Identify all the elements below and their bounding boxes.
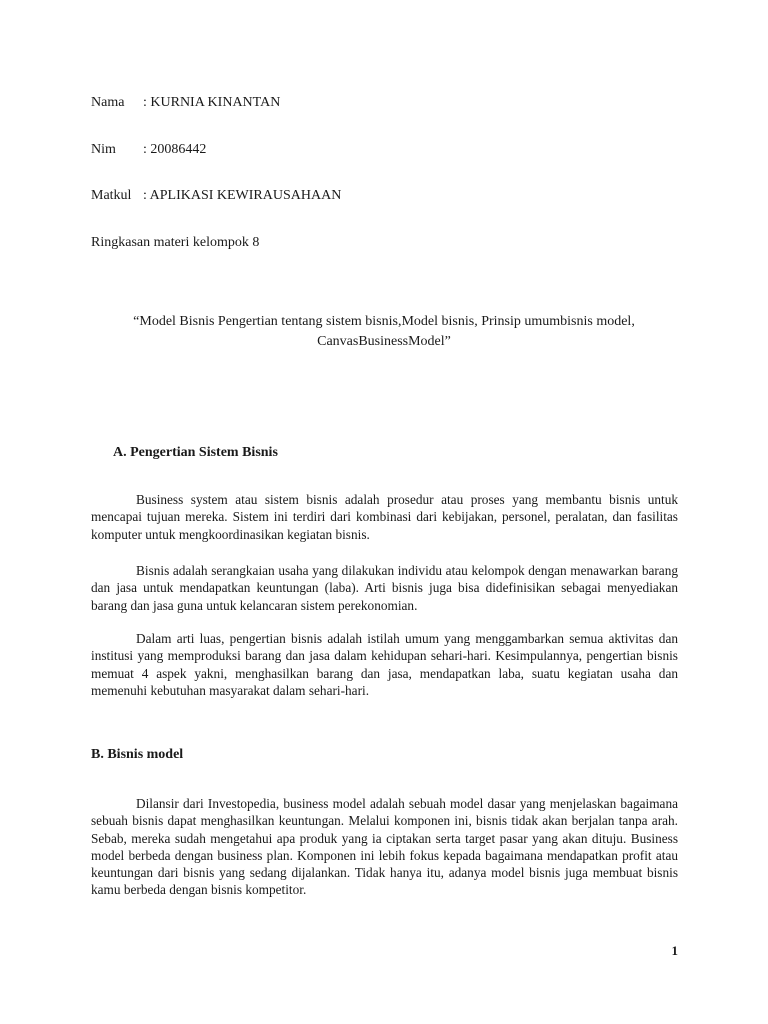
section-a-paragraph-2: Bisnis adalah serangkaian usaha yang dilakukan individu atau kelompok dengan menawarkan barang dan jasa untuk mendapatkan keuntungan (laba). Arti bisnis juga bisa didefinisikan sebagai menyediakan barang dan jasa guna untuk kelancaran sistem perekonomian. [91,563,678,613]
info-nim [91,141,206,159]
section-b-heading: B. Bisnis model [91,747,184,762]
nim-value: : 20086442 [143,142,207,157]
title-line-2: CanvasBusinessModel” [317,334,451,349]
section-a-paragraph-3: Dalam arti luas, pengertian bisnis adalah istilah umum yang menggambarkan semua aktivitas dan institusi yang memproduksi barang dan jasa dalam kehidupan sehari-hari. Kesimpulannya, pengertian bisnis memuat 4 aspek yakni, menghasilkan barang dan jasa, mendapatkan laba, suatu kegiatan usaha dan memenuhi kebutuhan masyarakat dalam sehari-hari. [91,631,678,698]
nim-label: Nim [91,142,116,157]
nama-value: : KURNIA KINANTAN [143,95,281,110]
info-nama [91,94,280,112]
section-a-paragraph-1: Business system atau sistem bisnis adalah prosedur atau proses yang membantu bisnis untuk mencapai tujuan mereka. Sistem ini terdiri dari kombinasi dari kebijakan, personel, peralatan, dan fasilitas komputer untuk mengkoordinasikan kegiatan bisnis. [91,492,678,542]
matkul-value: : APLIKASI KEWIRAUSAHAAN [143,188,342,203]
section-b-paragraph-1: Dilansir dari Investopedia, business model adalah sebuah model dasar yang menjelaskan bagaimana sebuah bisnis dapat menghasilkan keuntungan. Melalui komponen ini, bisnis tidak akan berjalan tanpa arah. Sebab, mereka sudah mengetahui apa produk yang ia ciptakan serta target pasar yang akan dituju. Business model berbeda dengan business plan. Komponen ini lebih fokus kepada bagaimana mendapatkan profit atau keuntungan dari bisnis yang sedang dijalankan. Tidak hanya itu, adanya model bisnis juga membuat bisnis kamu berbeda dengan bisnis kompetitor. [91,796,678,898]
ringkasan-text: Ringkasan materi kelompok 8 [91,235,260,250]
info-matkul [91,187,341,205]
section-a-heading: A. Pengertian Sistem Bisnis [113,445,278,460]
title-line-1: “Model Bisnis Pengertian tentang sistem bisnis,Model bisnis, Prinsip umumbisnis model, [133,314,635,329]
nama-label: Nama [91,95,125,110]
document-title [60,312,708,352]
page-number: 1 [671,943,678,958]
matkul-label: Matkul [91,188,132,203]
